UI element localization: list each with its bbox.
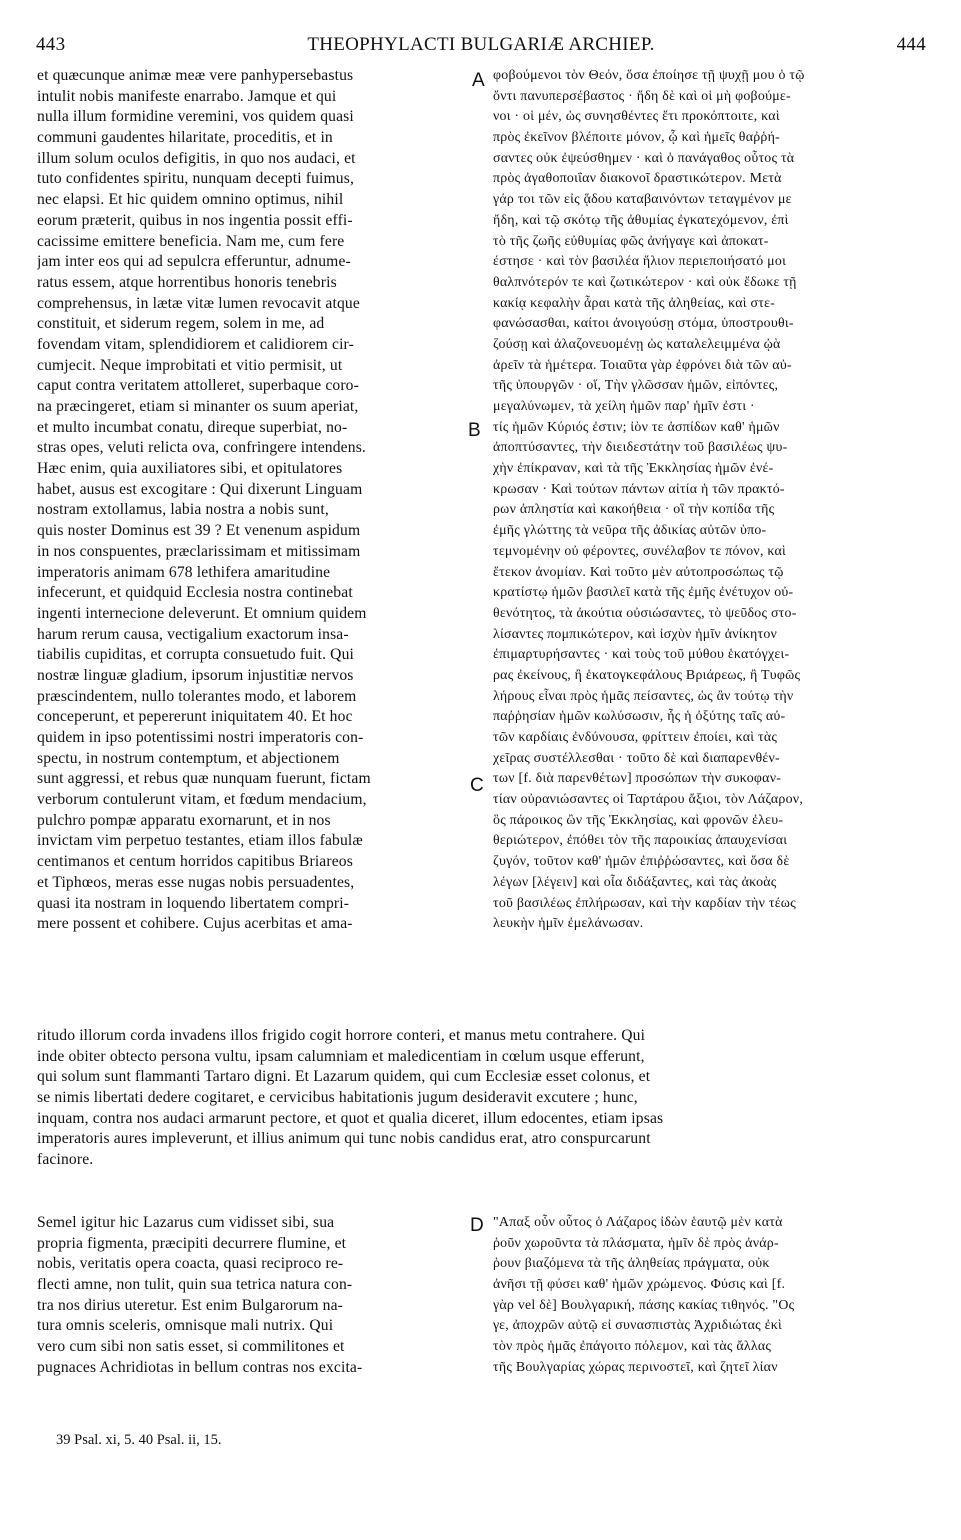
section-marker-a: A <box>472 70 485 91</box>
text-line: γάρ τοι τῶν εἰς ᾅδου καταβαινόντων τεταγμένον με <box>493 192 792 208</box>
text-line: σαντες οὐκ ἐψεύσθημεν · καὶ ὁ πανάγαθος οὗτος τὰ <box>493 150 795 166</box>
text-line: ἀποπτύσαντες, τὴν διειδεστάτην τοῦ βασιλέως ψυ- <box>493 440 788 456</box>
text-line: ritudo illorum corda invadens illos frigido cogit horrore conteri, et manus metu contrahere. Qui <box>37 1027 646 1044</box>
text-line: illum solum oculos defigitis, in quo nos audaci, et <box>37 149 356 167</box>
text-line: se nimis libertati dedere cogitaret, e cervicibus habitationis jugum desideravit excutere ; hunc, <box>37 1089 638 1107</box>
text-line: τῆς ὑπουργῶν · οἵ, Τὴν γλῶσσαν ἡμῶν, εἰπόντες, <box>493 378 779 394</box>
text-line: caput contra veritatem attolleret, superbaque coro- <box>37 377 359 395</box>
page-number-right: 444 <box>896 34 926 55</box>
text-line: "Απαξ οὖν οὗτος ὁ Λάζαρος ἰδὼν ἑαυτῷ μὲν κατὰ <box>493 1215 783 1230</box>
text-line: λευκὴν ἡμῖν ἐμελάνωσαν. <box>493 916 644 932</box>
text-line: κακίᾳ κεφαλὴν ἆραι κατὰ τῆς ἀληθείας, καὶ στε- <box>493 295 776 311</box>
text-line: γε, ἀποχρῶν αὐτῷ εἰ συνασπιστὰς Ἀχριδιώτας ἐκὶ <box>493 1318 782 1334</box>
text-line: γὰρ vel δὲ] Βουλγαρική, πάσης κακίας τιθηνός. "Ος <box>493 1297 795 1313</box>
text-line: inde obiter obtecto persona vultu, ipsam calumniam et maledicentiam in cœlum usque efferunt, <box>37 1047 645 1065</box>
text-line: ζούσῃ καὶ ἀλαζονευομένῃ ὡς καταλελειμμένα ᾠὰ <box>493 336 781 352</box>
text-line: cumjecit. Neque improbitati et vitio permisit, ut <box>37 356 343 374</box>
text-line: ὄντι πανυπερσέβαστος · ἤδη δὲ καὶ οἱ μὴ φοβούμε- <box>493 88 791 104</box>
text-line: ὃς πάροικος ὢν τῆς Ἐκκλησίας, καὶ φρονῶν ἐλευ- <box>493 812 784 828</box>
latin-column-1 <box>37 66 473 935</box>
text-line: παῤῥησίαν ἡμῶν κωλύσωσιν, ἧς ἡ ὀξύτης ταῖς αὐ- <box>493 709 786 725</box>
text-line: nulla illum formidine veremini, vos quidem quasi <box>37 108 354 126</box>
text-line: ἐμῆς γλώττης τὰ νεῦρα τῆς ἀδικίας αὐτῶν ὑπο- <box>493 523 767 539</box>
text-line: ρας ἐκείνους, ἢ ἑκατογκεφάλους Βριάρεως, ἢ Τυφῶς <box>493 667 801 683</box>
text-line: τίς ἡμῶν Κύριός ἐστιν; ἰὸν τε ἀσπίδων καθ' ἡμῶν <box>493 419 780 435</box>
text-line: propria figmenta, præcipiti decurrere flumine, et <box>37 1234 347 1252</box>
text-line: χὴν ἐπίκραναν, καὶ τὰ τῆς Ἐκκλησίας ἡμῶν ἐνέ- <box>493 461 774 477</box>
text-line: τοῦ βασιλέως ἐπλήρωσαν, καὶ τὴν καρδίαν τὴν τέως <box>493 895 796 911</box>
text-line: ἤδη, καὶ τῷ σκότῳ τῆς ἀθυμίας ἐγκατεχόμενον, ἐπὶ <box>493 212 789 228</box>
text-line: imperatoris animam 678 lethifera amaritudine <box>37 563 331 581</box>
text-line: Hæc enim, quia auxiliatores sibi, et opitulatores <box>37 460 343 478</box>
text-line: λίσαντες πομπικώτερον, καὶ ἰσχὺν ἡμῖν ἀνίκητον <box>493 626 778 642</box>
section-marker-c: C <box>470 775 484 796</box>
text-line: nobis, veritatis opera coacta, quasi reciproco re- <box>37 1255 344 1273</box>
text-line: conceperunt, et pepererunt iniquitatem 40. Et hoc <box>37 708 353 726</box>
text-line: λέγων [λέγειν] καὶ οἷα διδάξαντες, καὶ τὰς ἀκοὰς <box>493 874 777 890</box>
text-line: nostræ linguæ gladium, ipsorum injustitiæ nervos <box>37 666 354 684</box>
text-line: et Tiphœos, meras esse nugas nobis persuadentes, <box>37 873 355 891</box>
footnotes: 39 Psal. xi, 5. 40 Psal. ii, 15. <box>56 1432 222 1448</box>
text-line: quis noster Dominus est 39 ? Et venenum aspidum <box>37 522 361 540</box>
text-line: κρωσαν · Καὶ τούτων πάντων αἰτία ἡ τῶν πρακτό- <box>493 481 785 497</box>
text-line: qui solum sunt flammanti Tartaro digni. Et Lazarum quidem, qui cum Ecclesiæ esset colonus, et <box>37 1068 651 1086</box>
text-line: λήρους εἶναι πρὸς ἡμᾶς πείσαντες, ὡς ἂν τούτῳ τὴν <box>493 688 794 704</box>
text-line: tra nos dirius uteretur. Est enim Bulgarorum na- <box>37 1296 344 1314</box>
text-line: θεριώτερον, ἐπόθει τὸν τῆς παροικίας ἀπαυχενίσαι <box>493 833 788 849</box>
text-line: verborum contulerunt vitam, et fœdum mendacium, <box>37 791 367 809</box>
text-line: fovendam vitam, splendidiorem et calidiorem cir- <box>37 335 354 353</box>
text-line: constituit, et siderum regem, solem in me, ad <box>37 315 325 333</box>
text-line: ingenti internecione deleverunt. Et omnium quidem <box>37 604 367 622</box>
text-line: jam inter eos qui ad sepulcra efferuntur, adnume- <box>37 253 351 271</box>
text-line: harum rerum causa, vectigalium exactorum insa- <box>37 625 349 643</box>
text-line: quidem in ipso potentissimi nostri imperatoris con- <box>37 729 364 746</box>
text-line: tiabilis cupiditas, et corrupta consuetudo fuit. Qui <box>37 646 355 664</box>
text-line: eorum præterit, quibus in nos ingentia possit effi- <box>37 211 353 229</box>
text-line: θαλπνότερόν τε καὶ ζωτικώτερον · καὶ οὐκ ἔδωκε τῇ <box>493 274 797 290</box>
text-line: intulit nobis manifeste enarrabo. Jamque et qui <box>37 87 337 105</box>
text-line: mere possent et cohibere. Cujus acerbitas et ama- <box>37 915 353 933</box>
text-line: κρατίστῳ ἡμῶν βασιλεῖ κατὰ τῆς ἐμῆς ἐνέτυχον οὐ- <box>493 585 794 601</box>
text-line: ratus essem, atque horrentibus honoris tenebris <box>37 273 337 291</box>
text-line: inquam, contra nos audaci armarunt pectore, et quot et qualia diceret, illum edocentes, etiam ipsas <box>37 1109 664 1127</box>
text-line: χεῖρας συστέλλεσθαι · τοῦτο δὲ καὶ διαπαρενθέν- <box>493 750 780 766</box>
text-line: τῶν καρδίαις ἐνδύνουσα, φρίττειν ἐποίει, καὶ τὰς <box>493 730 778 745</box>
text-line: τῆς Βουλγαρίας χώρας περινοστεῖ, καὶ ζητεῖ λίαν <box>493 1359 778 1375</box>
text-line: flecti amne, non tulit, quin sua tetrica natura con- <box>37 1276 353 1294</box>
greek-column-1 <box>493 66 931 935</box>
text-line: communi gaudentes hilaritate, proceditis, et in <box>37 129 333 147</box>
text-line: φοβούμενοι τὸν Θεόν, ὅσα ἐποίησε τῇ ψυχῇ μου ὁ τῷ <box>493 68 805 83</box>
text-line: Semel igitur hic Lazarus cum vidisset sibi, sua <box>37 1214 335 1231</box>
page-header <box>36 34 926 60</box>
text-line: ρων ἀπληστία καὶ κακοήθεια · οἳ τὴν κοπίδα τῆς <box>493 502 775 518</box>
text-line: habet, ausus est excogitare : Qui dixerunt Linguam <box>37 480 363 498</box>
text-line: quasi ita nostram in loquendo libertatem compri- <box>37 894 350 912</box>
text-line: ἐπιμαρτυρήσαντες · καὶ τοὺς τοῦ μύθου ἑκατόγχει- <box>493 647 790 663</box>
section-marker-b: B <box>468 420 481 441</box>
text-line: facinore. <box>37 1151 94 1169</box>
text-line: ῥοῦν χωροῦντα τὰ πλάσματα, ἡμῖν δὲ πρὸς ἀνάρ- <box>493 1235 779 1251</box>
text-line: έστησε · καὶ τὸν βασιλέα ἥλιον περιεποιήσατό μοι <box>493 254 787 270</box>
text-line: θενότητος, τὰ ἀκούτια οὐσιώσαντες, τὸ ψεῦδος στο- <box>493 605 797 621</box>
text-line: imperatoris aures impleverunt, et illius animum qui tunc nobis candidus erat, atro conspurcarunt <box>37 1130 651 1148</box>
text-line: ζυγόν, τοῦτον καθ' ἡμῶν ἐπιῤῥώσαντες, καὶ ὅσα δὲ <box>493 854 790 870</box>
text-line: spectu, in nostrum contemptum, et abjectionem <box>37 749 340 767</box>
text-line: pulchro pompæ apparatu exornarunt, et in nos <box>37 811 331 829</box>
text-line: præscindentem, nullo tolerantes modo, et laborem <box>37 687 357 705</box>
text-line: cacissime emittere beneficia. Nam me, cum fere <box>37 232 345 250</box>
text-line: comprehensus, in lætæ vitæ lumen revocavit atque <box>37 294 360 312</box>
text-line: infecerunt, et quidquid Ecclesia nostra continebat <box>37 584 353 602</box>
page-number-left: 443 <box>36 34 66 55</box>
text-line: sunt aggressi, et rebus quæ nunquam fuerunt, fictam <box>37 770 371 788</box>
text-line: ἀνῆσι τῇ φύσει καθ' ἡμῶν χρώμενος. Φύσις καὶ [f. <box>493 1277 786 1293</box>
text-line: centimanos et centum horridos capitibus Briareos <box>37 853 353 871</box>
text-line: stras opes, veluti relicta ova, confringere intendens. <box>37 439 366 457</box>
text-line: πρὸς ἐκεῖνον βλέποιτε μόνον, ᾧ καὶ ἡμεῖς θαῤῥή- <box>493 130 780 146</box>
text-line: νοι · οἱ μέν, ὡς συνησθέντες ἔτι προκόπτοιτε, καὶ <box>493 109 780 125</box>
text-line: tura omnis sceleris, omnisque mali nutrix. Qui <box>37 1317 334 1335</box>
text-line: pugnaces Achridiotas in bellum contras nos excita- <box>37 1358 363 1376</box>
text-line: πρὸς ἀγαθοποιΐαν διακονοῖ δραστικώτερον. Μετὰ <box>493 171 782 187</box>
text-line: των [f. διὰ παρενθέτων] προσώπων τὴν συκοφαν- <box>493 771 782 787</box>
text-line: nostram extollamus, labia nostra a nobis sunt, <box>37 501 329 519</box>
text-line: et multo incumbat conatu, direque superbiat, no- <box>37 418 348 436</box>
text-line: ῥουν βιαζόμενα τὰ τῆς ἀληθείας πράγματα, οὐκ <box>493 1256 770 1272</box>
text-line: ἔτεκον ἀνομίαν. Καὶ τοῦτο μὲν αὐτοπροσώπως τῷ <box>493 564 784 580</box>
section-marker-d: D <box>470 1215 484 1236</box>
text-line: et quæcunque animæ meæ vere panhypersebastus <box>37 67 354 84</box>
text-line: na præcingeret, etiam si minanter os suum aperiat, <box>37 398 359 415</box>
running-title: THEOPHYLACTI BULGARIÆ ARCHIEP. <box>307 34 655 55</box>
latin-column-2 <box>37 1213 473 1379</box>
text-line: vero cum sibi non satis esset, si commilitones et <box>37 1338 345 1356</box>
text-line: nec elapsi. Et hic quidem omnino optimus, nihil <box>37 191 344 209</box>
text-line: invictam vim perpetuo testantes, etiam illos fabulæ <box>37 832 363 850</box>
text-line: tuto confidentes spiritu, nunquam decepti fuimus, <box>37 170 355 188</box>
text-line: φανώσασθαι, καίτοι ἀνοιγούσῃ στόμα, ὑποστρουθι- <box>493 316 794 332</box>
text-line: τεμνομένην οὐ φέροντες, συνέλαβον τε πόνον, καὶ <box>493 543 787 559</box>
text-line: μεγαλύνωμεν, τὰ χείλη ἡμῶν παρ' ἡμῖν ἐστι · <box>493 399 755 414</box>
latin-full-width-paragraph <box>37 1026 930 1171</box>
text-line: τὸν πρὸς ἡμᾶς ἐπάγοιτο πόλεμον, καὶ τὰς ἄλλας <box>493 1339 772 1355</box>
greek-column-2 <box>493 1213 931 1379</box>
text-line: τίαν οὐρανιώσαντες οἱ Ταρτάρου ἄξιοι, τὸν Λάζαρον, <box>493 792 804 808</box>
text-line: ἀρεῖν τὰ ἡμέτερα. Τοιαῦτα γὰρ ἐφρόνει διὰ τῶν αὐ- <box>493 357 792 373</box>
text-line: τὸ τῆς ζωῆς εὐθυμίας φῶς ἀνήγαγε καὶ ἀποκατ- <box>493 233 769 249</box>
text-line: in nos conspuentes, præclarissimam et mitissimam <box>37 542 361 560</box>
